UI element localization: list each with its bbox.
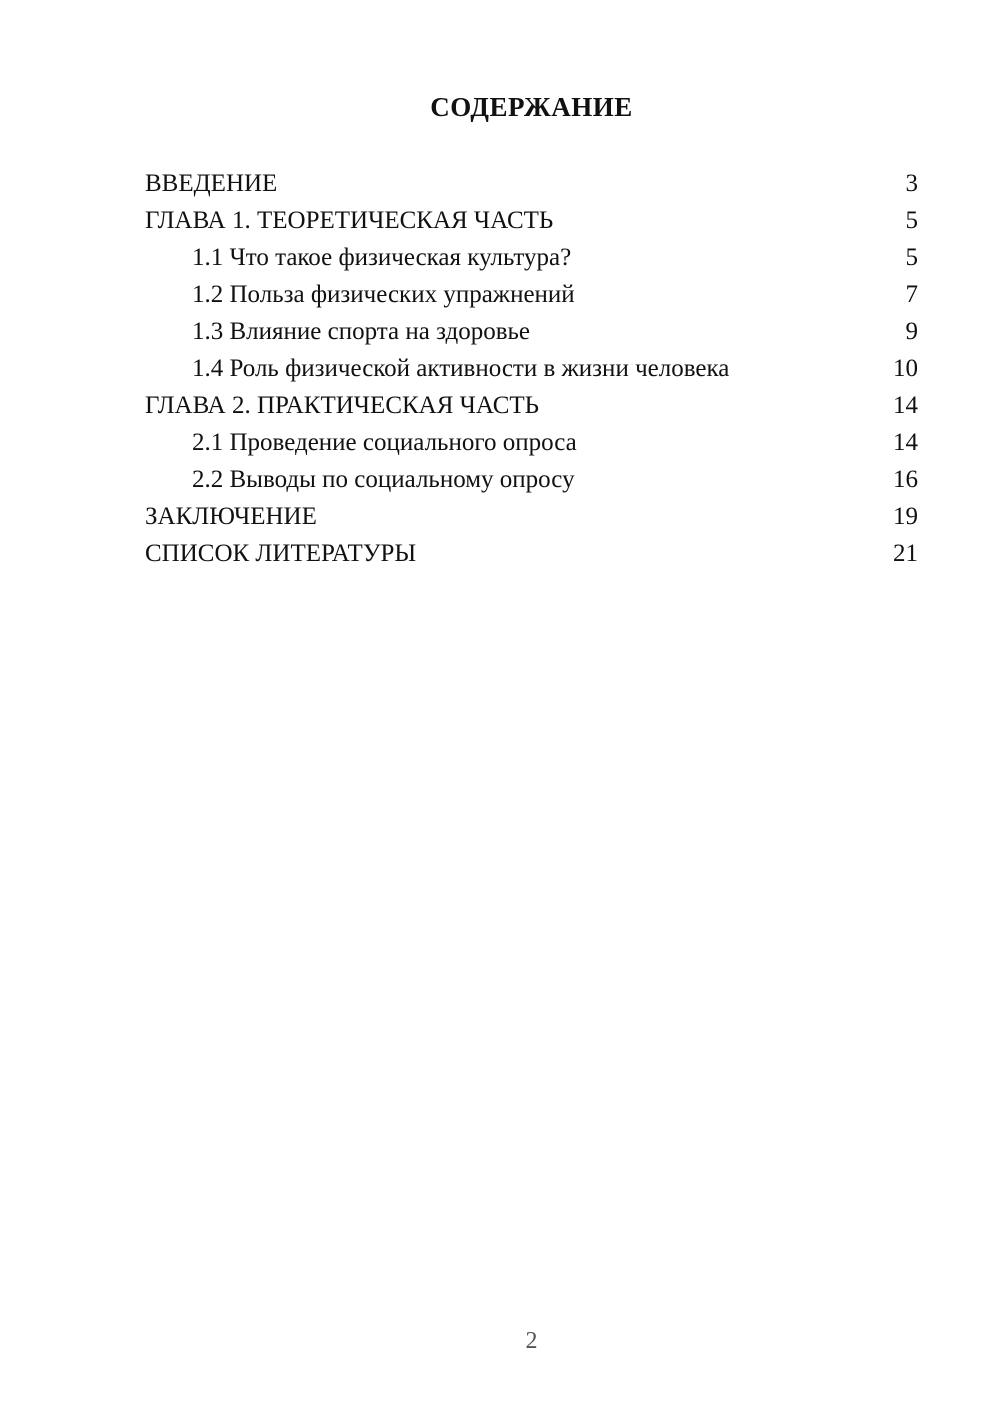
toc-title: СОДЕРЖАНИЕ bbox=[430, 92, 633, 122]
toc-entry-label: 2.1 Проведение социального опроса bbox=[192, 429, 577, 456]
toc-entry bbox=[145, 202, 918, 239]
toc-entry bbox=[145, 535, 918, 572]
toc-entry-page-number: 9 bbox=[905, 318, 918, 345]
toc-entry-label: ГЛАВА 2. ПРАКТИЧЕСКАЯ ЧАСТЬ bbox=[145, 392, 540, 419]
toc-entry bbox=[145, 424, 918, 461]
toc-entry-label: ВВЕДЕНИЕ bbox=[145, 170, 278, 197]
toc-entry-label: 1.4 Роль физической активности в жизни человека bbox=[192, 355, 730, 382]
toc-entry bbox=[145, 276, 918, 313]
toc-entry-label: 1.3 Влияние спорта на здоровье bbox=[192, 318, 531, 345]
toc-list bbox=[145, 165, 918, 572]
page-number: 2 bbox=[525, 1328, 538, 1354]
toc-entry-label: 2.2 Выводы по социальному опросу bbox=[192, 466, 575, 493]
toc-entry-page-number: 14 bbox=[893, 429, 918, 456]
toc-entry-label: 1.2 Польза физических упражнений bbox=[192, 281, 575, 308]
toc-entry-page-number: 5 bbox=[905, 207, 918, 234]
toc-entry-page-number: 14 bbox=[893, 392, 918, 419]
toc-entry-page-number: 7 bbox=[905, 281, 918, 308]
toc-entry-page-number: 5 bbox=[905, 244, 918, 271]
toc-entry-label: ГЛАВА 1. ТЕОРЕТИЧЕСКАЯ ЧАСТЬ bbox=[145, 207, 554, 234]
toc-entry-label: СПИСОК ЛИТЕРАТУРЫ bbox=[145, 540, 417, 567]
toc-entry bbox=[145, 239, 918, 276]
toc-entry-label: ЗАКЛЮЧЕНИЕ bbox=[145, 503, 317, 530]
toc-entry bbox=[145, 313, 918, 350]
toc-entry bbox=[145, 350, 918, 387]
toc-entry bbox=[145, 461, 918, 498]
toc-entry-page-number: 19 bbox=[893, 503, 918, 530]
toc-entry-page-number: 21 bbox=[893, 540, 918, 567]
toc-entry-page-number: 3 bbox=[905, 170, 918, 197]
toc-entry-page-number: 16 bbox=[893, 466, 918, 493]
toc-entry-page-number: 10 bbox=[893, 355, 918, 382]
toc-entry bbox=[145, 387, 918, 424]
toc-entry-label: 1.1 Что такое физическая культура? bbox=[192, 244, 572, 271]
toc-entry bbox=[145, 165, 918, 202]
toc-entry bbox=[145, 498, 918, 535]
